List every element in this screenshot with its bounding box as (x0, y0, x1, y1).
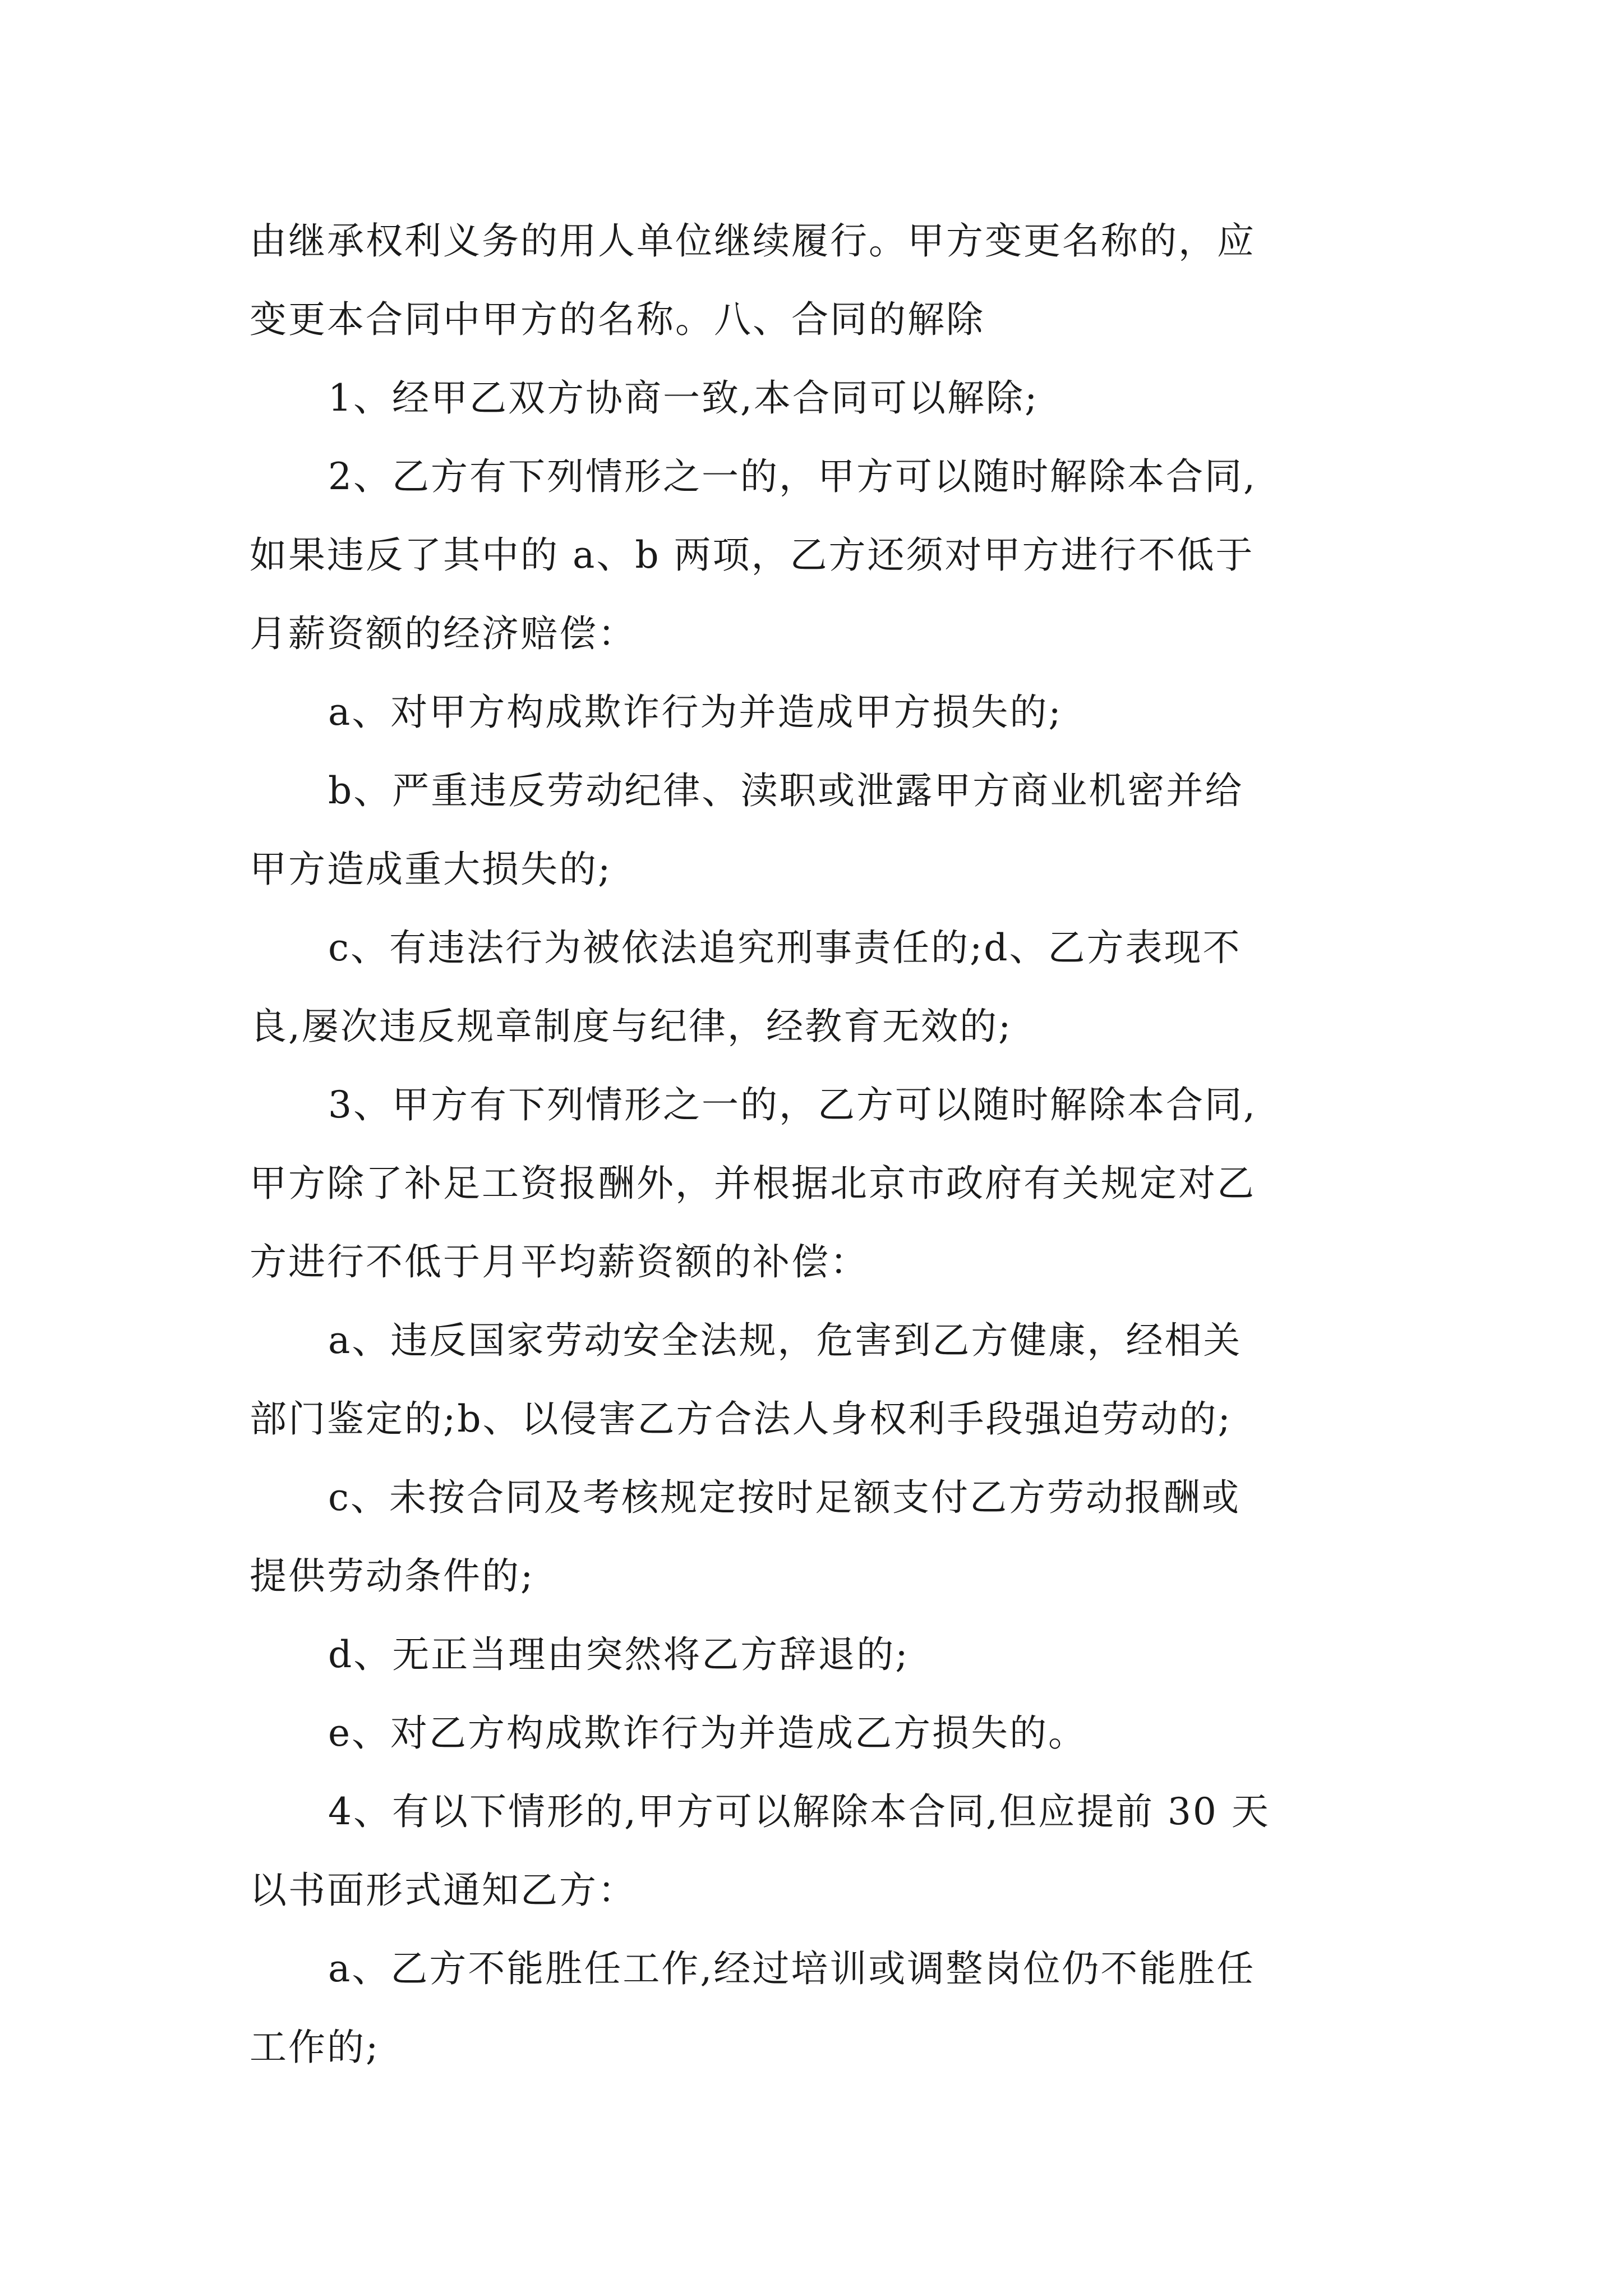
text-line: 提供劳动条件的; (250, 1554, 535, 1598)
text-line: 部门鉴定的;b、以侵害乙方合法人身权利手段强迫劳动的; (250, 1397, 1232, 1441)
text-line: 由继承权利义务的用人单位继续履行。甲方变更名称的，应 (250, 219, 1256, 263)
text-line: 3、甲方有下列情形之一的，乙方可以随时解除本合同, (328, 1083, 1257, 1126)
text-line: a、对甲方构成欺诈行为并造成甲方损失的; (328, 691, 1063, 734)
text-line: 如果违反了其中的 a、b 两项，乙方还须对甲方进行不低于 (250, 533, 1255, 577)
text-line: b、严重违反劳动纪律、渎职或泄露甲方商业机密并给 (328, 769, 1244, 812)
text-line: 4、有以下情形的,甲方可以解除本合同,但应提前 30 天 (328, 1790, 1270, 1833)
text-line: c、有违法行为被依法追究刑事责任的;d、乙方表现不 (328, 926, 1242, 969)
text-line: 月薪资额的经济赔偿： (250, 612, 637, 655)
text-line: 2、乙方有下列情形之一的，甲方可以随时解除本合同, (328, 455, 1257, 498)
text-line: 方进行不低于月平均薪资额的补偿： (250, 1240, 869, 1283)
text-line: 以书面形式通知乙方： (250, 1869, 637, 1912)
text-line: e、对乙方构成欺诈行为并造成乙方损失的。 (328, 1711, 1087, 1755)
text-line: c、未按合同及考核规定按时足额支付乙方劳动报酬或 (328, 1476, 1241, 1519)
text-line: 变更本合同中甲方的名称。八、合同的解除 (250, 298, 985, 341)
text-line: d、无正当理由突然将乙方辞退的; (328, 1633, 910, 1676)
text-line: a、违反国家劳动安全法规，危害到乙方健康，经相关 (328, 1319, 1242, 1362)
text-line: 工作的; (250, 2026, 380, 2069)
text-line: 1、经甲乙双方协商一致,本合同可以解除; (328, 376, 1039, 420)
text-line: 甲方除了补足工资报酬外，并根据北京市政府有关规定对乙 (250, 1162, 1256, 1205)
text-line: 良,屡次违反规章制度与纪律，经教育无效的; (250, 1005, 1013, 1048)
body-text (250, 202, 1382, 2087)
text-line: 甲方造成重大损失的; (250, 848, 612, 891)
text-line: a、乙方不能胜任工作,经过培训或调整岗位仍不能胜任 (328, 1947, 1256, 1990)
